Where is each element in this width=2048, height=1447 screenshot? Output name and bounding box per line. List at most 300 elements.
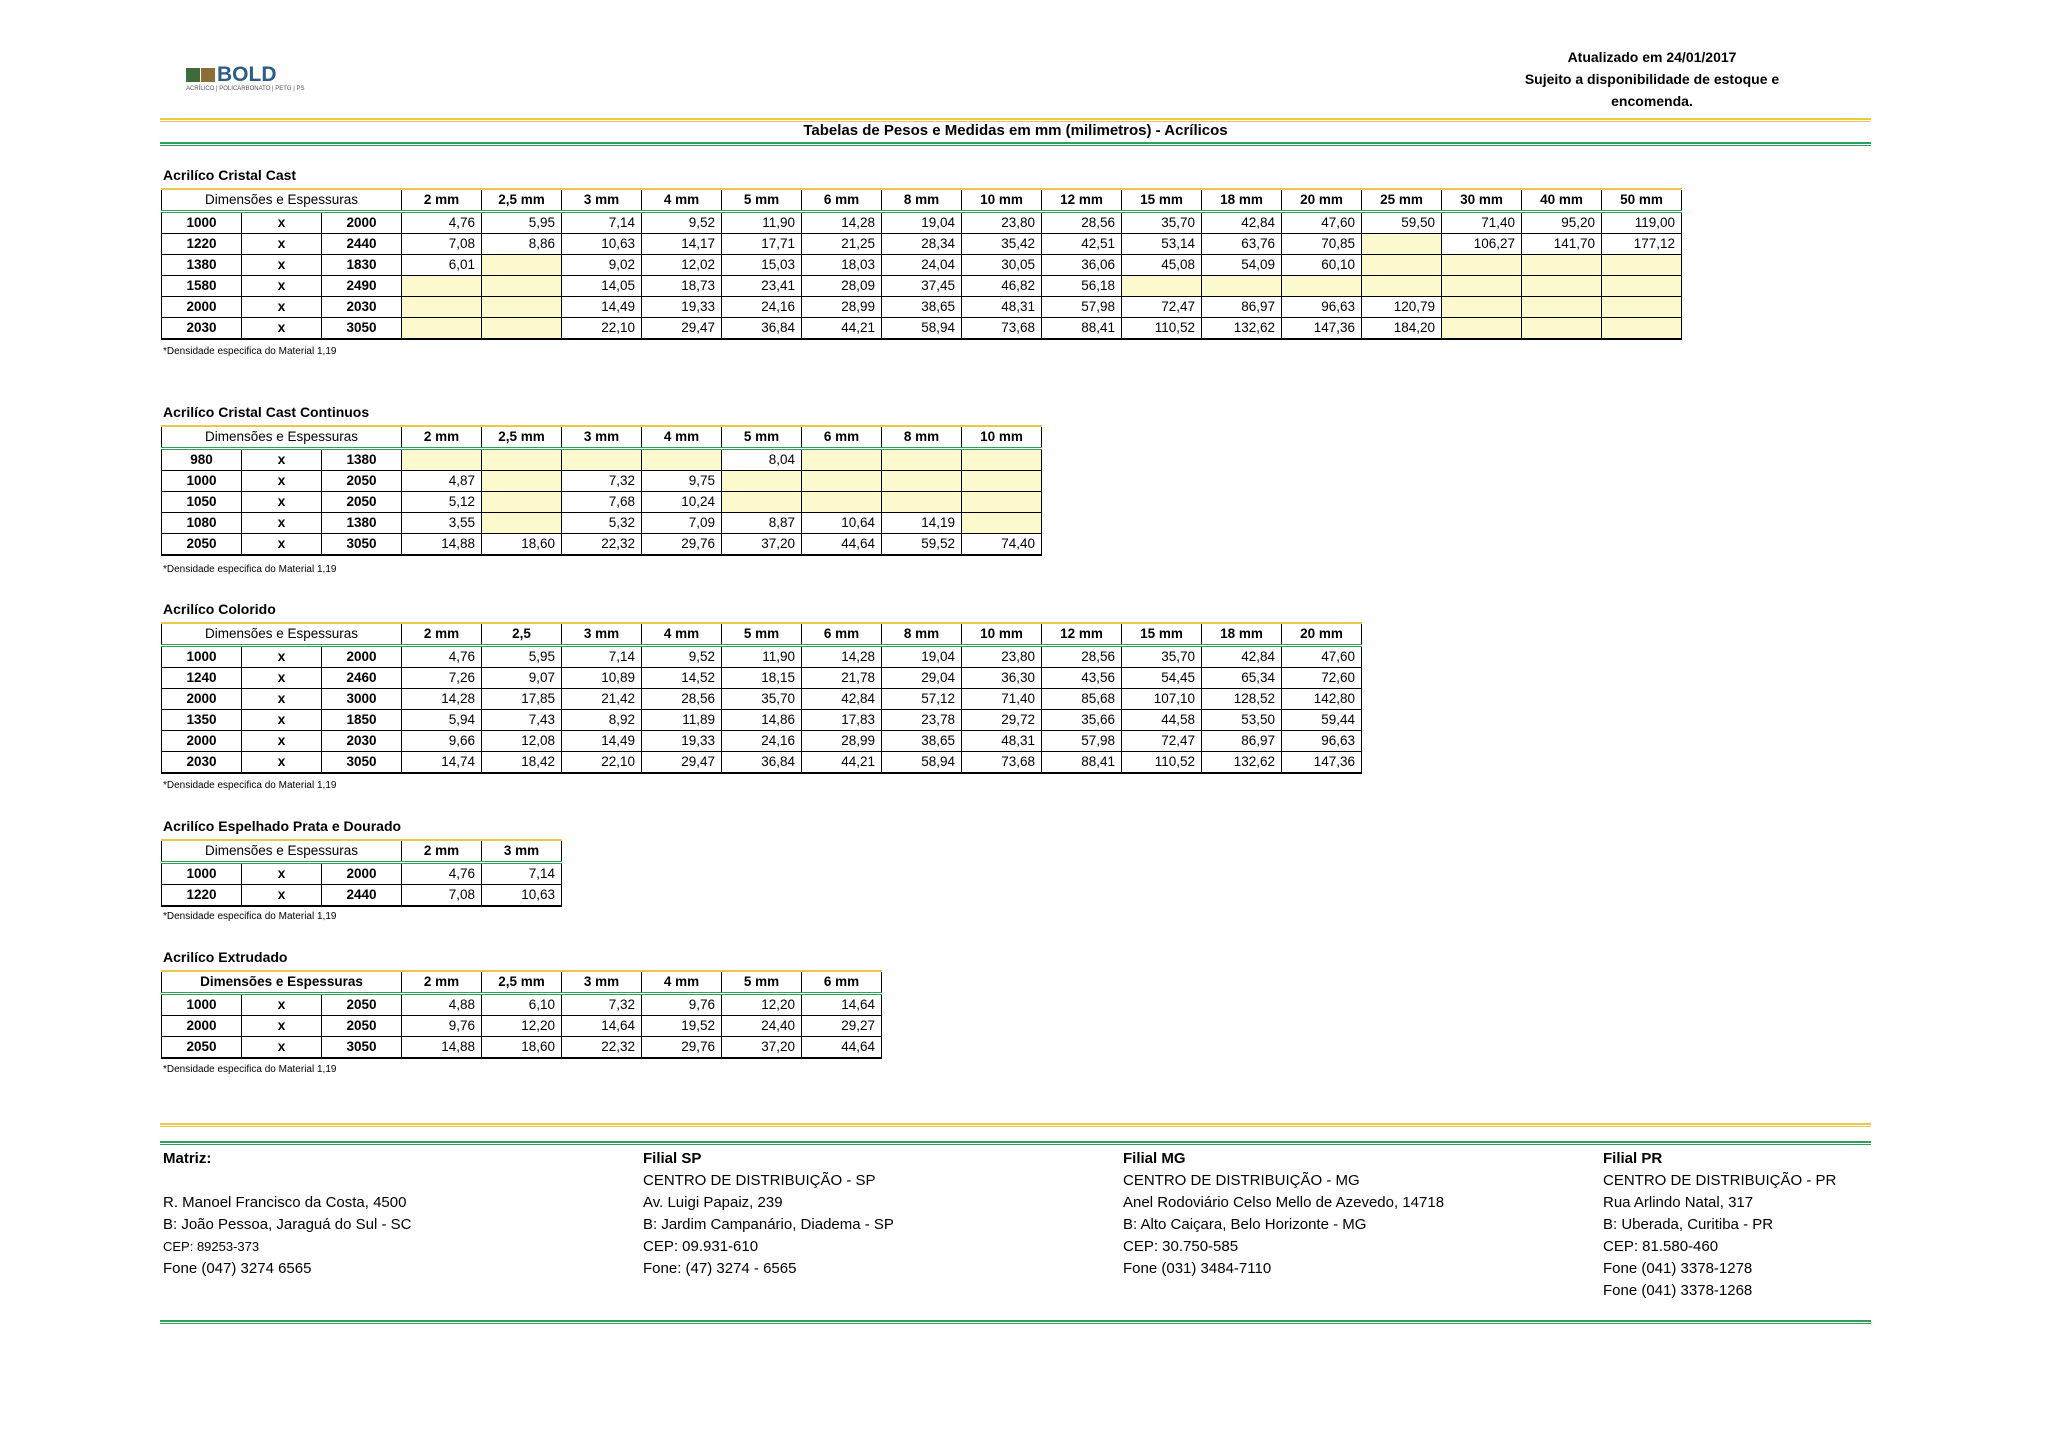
empty-weight-cell — [882, 449, 962, 471]
weight-cell: 72,47 — [1122, 297, 1202, 318]
thickness-header: 50 mm — [1602, 189, 1682, 212]
empty-weight-cell — [642, 449, 722, 471]
weight-cell: 22,10 — [562, 318, 642, 340]
weight-cell: 15,03 — [722, 255, 802, 276]
times-cell: x — [242, 668, 322, 689]
thickness-header: 15 mm — [1122, 189, 1202, 212]
weight-cell: 28,56 — [1042, 212, 1122, 234]
table-row — [162, 276, 1682, 297]
table-row — [162, 1037, 882, 1059]
times-cell: x — [242, 710, 322, 731]
length-cell: 3000 — [322, 689, 402, 710]
weight-cell: 72,60 — [1282, 668, 1362, 689]
weight-cell: 53,14 — [1122, 234, 1202, 255]
table-row — [162, 212, 1682, 234]
width-cell: 1050 — [162, 492, 242, 513]
empty-weight-cell — [1602, 276, 1682, 297]
footer-sp-line3: B: Jardim Campanário, Diadema - SP — [643, 1216, 894, 1233]
weight-cell: 57,12 — [882, 689, 962, 710]
footer-sp-line4: CEP: 09.931-610 — [643, 1238, 759, 1255]
weight-cell: 35,42 — [962, 234, 1042, 255]
table-row — [162, 297, 1682, 318]
weight-cell: 5,95 — [482, 212, 562, 234]
thickness-header: 10 mm — [962, 623, 1042, 646]
weight-cell: 53,50 — [1202, 710, 1282, 731]
footer-matriz — [163, 1148, 411, 1280]
empty-weight-cell — [962, 492, 1042, 513]
length-cell: 2000 — [322, 863, 402, 885]
weight-cell: 14,28 — [802, 212, 882, 234]
availability-line-2: encomenda. — [1611, 93, 1693, 109]
footer-mg-line5: Fone (031) 3484-7110 — [1123, 1260, 1272, 1277]
width-cell: 1350 — [162, 710, 242, 731]
weight-cell: 56,18 — [1042, 276, 1122, 297]
footer-matriz-line2: R. Manoel Francisco da Costa, 4500 — [163, 1194, 407, 1211]
weight-cell: 7,14 — [562, 212, 642, 234]
weight-cell: 10,89 — [562, 668, 642, 689]
weight-cell: 17,83 — [802, 710, 882, 731]
table-row — [162, 513, 1042, 534]
empty-weight-cell — [482, 276, 562, 297]
empty-weight-cell — [1202, 276, 1282, 297]
thickness-header: 2,5 — [482, 623, 562, 646]
weight-cell: 42,51 — [1042, 234, 1122, 255]
weight-cell: 58,94 — [882, 318, 962, 340]
weight-cell: 44,64 — [802, 534, 882, 556]
empty-weight-cell — [402, 276, 482, 297]
empty-weight-cell — [802, 449, 882, 471]
weight-cell: 38,65 — [882, 731, 962, 752]
weight-cell: 29,47 — [642, 752, 722, 774]
thickness-header: 2 mm — [402, 840, 482, 863]
length-cell: 3050 — [322, 534, 402, 556]
thickness-header: 40 mm — [1522, 189, 1602, 212]
weight-cell: 23,41 — [722, 276, 802, 297]
thickness-header: 2 mm — [402, 971, 482, 994]
thickness-header: 5 mm — [722, 623, 802, 646]
weight-cell: 12,20 — [482, 1016, 562, 1037]
weight-cell: 11,89 — [642, 710, 722, 731]
thickness-header: 10 mm — [962, 189, 1042, 212]
table-extrudado — [161, 970, 882, 1059]
times-cell: x — [242, 752, 322, 774]
footer-filial-pr — [1603, 1148, 1836, 1302]
times-cell: x — [242, 255, 322, 276]
thickness-header: 4 mm — [642, 971, 722, 994]
weight-cell: 17,71 — [722, 234, 802, 255]
weight-cell: 18,60 — [482, 534, 562, 556]
weight-cell: 35,70 — [722, 689, 802, 710]
density-note: *Densidade especifica do Material 1,19 — [163, 564, 337, 575]
dimension-header: Dimensões e Espessuras — [162, 426, 402, 449]
weight-cell: 71,40 — [962, 689, 1042, 710]
thickness-header: 6 mm — [802, 189, 882, 212]
empty-weight-cell — [1602, 255, 1682, 276]
weight-cell: 23,80 — [962, 646, 1042, 668]
weight-cell: 36,06 — [1042, 255, 1122, 276]
times-cell: x — [242, 492, 322, 513]
table-cristal-cast — [161, 188, 1682, 340]
footer-mg-line1: CENTRO DE DISTRIBUIÇÃO - MG — [1123, 1172, 1360, 1189]
width-cell: 1240 — [162, 668, 242, 689]
weight-cell: 36,30 — [962, 668, 1042, 689]
table-row — [162, 731, 1362, 752]
weight-cell: 12,20 — [722, 994, 802, 1016]
weight-cell: 42,84 — [802, 689, 882, 710]
weight-cell: 48,31 — [962, 731, 1042, 752]
density-note: *Densidade especifica do Material 1,19 — [163, 1064, 337, 1075]
footer-matriz-line1 — [163, 1170, 411, 1192]
table-row — [162, 449, 1042, 471]
footer-filial-mg — [1123, 1148, 1444, 1280]
weight-cell: 24,16 — [722, 731, 802, 752]
weight-cell: 36,84 — [722, 752, 802, 774]
empty-weight-cell — [1362, 234, 1442, 255]
weight-cell: 14,88 — [402, 1037, 482, 1059]
update-note — [1492, 46, 1812, 112]
thickness-header: 2,5 mm — [482, 189, 562, 212]
weight-cell: 18,15 — [722, 668, 802, 689]
weight-cell: 45,08 — [1122, 255, 1202, 276]
weight-cell: 71,40 — [1442, 212, 1522, 234]
thickness-header: 10 mm — [962, 426, 1042, 449]
weight-cell: 70,85 — [1282, 234, 1362, 255]
weight-cell: 128,52 — [1202, 689, 1282, 710]
weight-cell: 119,00 — [1602, 212, 1682, 234]
length-cell: 3050 — [322, 1037, 402, 1059]
weight-cell: 58,94 — [882, 752, 962, 774]
weight-cell: 14,74 — [402, 752, 482, 774]
weight-cell: 21,42 — [562, 689, 642, 710]
thickness-header: 2 mm — [402, 623, 482, 646]
section-title-cristal-cast: Acrilíco Cristal Cast — [163, 167, 297, 183]
weight-cell: 107,10 — [1122, 689, 1202, 710]
weight-cell: 4,87 — [402, 471, 482, 492]
width-cell: 1000 — [162, 471, 242, 492]
thickness-header: 25 mm — [1362, 189, 1442, 212]
weight-cell: 21,25 — [802, 234, 882, 255]
thickness-header: 12 mm — [1042, 623, 1122, 646]
dimension-header: Dimensões e Espessuras — [162, 623, 402, 646]
table-row — [162, 710, 1362, 731]
length-cell: 2460 — [322, 668, 402, 689]
weight-cell: 14,64 — [562, 1016, 642, 1037]
footer-mg-line4: CEP: 30.750-585 — [1123, 1238, 1239, 1255]
empty-weight-cell — [482, 513, 562, 534]
weight-cell: 86,97 — [1202, 731, 1282, 752]
thickness-header: 5 mm — [722, 971, 802, 994]
section-title-espelhado: Acrilíco Espelhado Prata e Dourado — [163, 818, 402, 834]
weight-cell: 110,52 — [1122, 318, 1202, 340]
table-row — [162, 471, 1042, 492]
weight-cell: 21,78 — [802, 668, 882, 689]
weight-cell: 4,76 — [402, 646, 482, 668]
dimension-header: Dimensões e Espessuras — [162, 840, 402, 863]
empty-weight-cell — [482, 318, 562, 340]
weight-cell: 59,52 — [882, 534, 962, 556]
weight-cell: 63,76 — [1202, 234, 1282, 255]
empty-weight-cell — [1362, 276, 1442, 297]
weight-cell: 24,40 — [722, 1016, 802, 1037]
empty-weight-cell — [882, 492, 962, 513]
empty-weight-cell — [722, 492, 802, 513]
weight-cell: 35,66 — [1042, 710, 1122, 731]
table-row — [162, 318, 1682, 340]
width-cell: 2050 — [162, 534, 242, 556]
weight-cell: 9,07 — [482, 668, 562, 689]
thickness-header: 8 mm — [882, 623, 962, 646]
thickness-header: 3 mm — [562, 971, 642, 994]
weight-cell: 28,99 — [802, 297, 882, 318]
weight-cell: 14,28 — [402, 689, 482, 710]
weight-cell: 9,76 — [402, 1016, 482, 1037]
footer-filial-sp — [643, 1148, 894, 1280]
weight-cell: 9,66 — [402, 731, 482, 752]
empty-weight-cell — [1522, 255, 1602, 276]
table-colorido — [161, 622, 1362, 774]
weight-cell: 54,09 — [1202, 255, 1282, 276]
weight-cell: 28,09 — [802, 276, 882, 297]
length-cell: 1850 — [322, 710, 402, 731]
footer-mg-line2: Anel Rodoviário Celso Mello de Azevedo, 14718 — [1123, 1194, 1445, 1211]
weight-cell: 29,27 — [802, 1016, 882, 1037]
empty-weight-cell — [402, 297, 482, 318]
weight-cell: 110,52 — [1122, 752, 1202, 774]
width-cell: 1000 — [162, 994, 242, 1016]
weight-cell: 7,08 — [402, 885, 482, 907]
weight-cell: 14,28 — [802, 646, 882, 668]
weight-cell: 46,82 — [962, 276, 1042, 297]
thickness-header: 18 mm — [1202, 623, 1282, 646]
thickness-header: 6 mm — [802, 971, 882, 994]
weight-cell: 22,10 — [562, 752, 642, 774]
weight-cell: 59,44 — [1282, 710, 1362, 731]
thickness-header: 6 mm — [802, 426, 882, 449]
weight-cell: 177,12 — [1602, 234, 1682, 255]
weight-cell: 37,20 — [722, 1037, 802, 1059]
thickness-header: 12 mm — [1042, 189, 1122, 212]
width-cell: 1220 — [162, 885, 242, 907]
bold-logo — [186, 63, 305, 100]
thickness-header: 5 mm — [722, 426, 802, 449]
footer-sp-line5: Fone: (47) 3274 - 6565 — [643, 1260, 797, 1277]
empty-weight-cell — [1442, 255, 1522, 276]
empty-weight-cell — [482, 492, 562, 513]
logo-brown-square — [201, 68, 215, 82]
weight-cell: 14,05 — [562, 276, 642, 297]
thickness-header: 4 mm — [642, 623, 722, 646]
thickness-header: 5 mm — [722, 189, 802, 212]
weight-cell: 18,03 — [802, 255, 882, 276]
times-cell: x — [242, 689, 322, 710]
weight-cell: 8,86 — [482, 234, 562, 255]
length-cell: 2050 — [322, 1016, 402, 1037]
thickness-header: 20 mm — [1282, 623, 1362, 646]
empty-weight-cell — [482, 449, 562, 471]
weight-cell: 9,75 — [642, 471, 722, 492]
times-cell: x — [242, 513, 322, 534]
weight-cell: 147,36 — [1282, 318, 1362, 340]
weight-cell: 24,04 — [882, 255, 962, 276]
length-cell: 2000 — [322, 646, 402, 668]
weight-cell: 8,87 — [722, 513, 802, 534]
width-cell: 1380 — [162, 255, 242, 276]
length-cell: 1380 — [322, 513, 402, 534]
empty-weight-cell — [882, 471, 962, 492]
times-cell: x — [242, 318, 322, 340]
times-cell: x — [242, 863, 322, 885]
times-cell: x — [242, 276, 322, 297]
weight-cell: 73,68 — [962, 318, 1042, 340]
table-row — [162, 689, 1362, 710]
weight-cell: 30,05 — [962, 255, 1042, 276]
width-cell: 1000 — [162, 863, 242, 885]
weight-cell: 19,52 — [642, 1016, 722, 1037]
weight-cell: 73,68 — [962, 752, 1042, 774]
empty-weight-cell — [1442, 297, 1522, 318]
length-cell: 2050 — [322, 471, 402, 492]
thickness-header: 8 mm — [882, 189, 962, 212]
empty-weight-cell — [402, 318, 482, 340]
width-cell: 1000 — [162, 212, 242, 234]
weight-cell: 5,95 — [482, 646, 562, 668]
width-cell: 1000 — [162, 646, 242, 668]
weight-cell: 29,04 — [882, 668, 962, 689]
length-cell: 2030 — [322, 731, 402, 752]
weight-cell: 86,97 — [1202, 297, 1282, 318]
weight-cell: 14,17 — [642, 234, 722, 255]
empty-weight-cell — [1602, 297, 1682, 318]
weight-cell: 23,78 — [882, 710, 962, 731]
weight-cell: 37,20 — [722, 534, 802, 556]
weight-cell: 10,63 — [562, 234, 642, 255]
width-cell: 980 — [162, 449, 242, 471]
weight-cell: 65,34 — [1202, 668, 1282, 689]
empty-weight-cell — [962, 513, 1042, 534]
weight-cell: 9,76 — [642, 994, 722, 1016]
table-row — [162, 668, 1362, 689]
weight-cell: 44,64 — [802, 1037, 882, 1059]
times-cell: x — [242, 234, 322, 255]
weight-cell: 72,47 — [1122, 731, 1202, 752]
empty-weight-cell — [962, 449, 1042, 471]
weight-cell: 54,45 — [1122, 668, 1202, 689]
weight-cell: 74,40 — [962, 534, 1042, 556]
weight-cell: 28,56 — [1042, 646, 1122, 668]
footer-pr-line1: CENTRO DE DISTRIBUIÇÃO - PR — [1603, 1172, 1837, 1189]
empty-weight-cell — [1602, 318, 1682, 340]
weight-cell: 14,49 — [562, 297, 642, 318]
table-row — [162, 863, 562, 885]
times-cell: x — [242, 534, 322, 556]
times-cell: x — [242, 994, 322, 1016]
footer-matriz-title: Matriz: — [163, 1150, 212, 1167]
empty-weight-cell — [1522, 318, 1602, 340]
length-cell: 3050 — [322, 318, 402, 340]
weight-cell: 7,32 — [562, 994, 642, 1016]
footer-pr-line2: Rua Arlindo Natal, 317 — [1603, 1194, 1754, 1211]
length-cell: 1380 — [322, 449, 402, 471]
empty-weight-cell — [1442, 276, 1522, 297]
weight-cell: 7,32 — [562, 471, 642, 492]
empty-weight-cell — [1122, 276, 1202, 297]
footer-pr-line6: Fone (041) 3378-1268 — [1603, 1282, 1753, 1299]
length-cell: 2440 — [322, 885, 402, 907]
weight-cell: 11,90 — [722, 646, 802, 668]
thickness-header: 4 mm — [642, 189, 722, 212]
dimension-header: Dimensões e Espessuras — [162, 971, 402, 994]
weight-cell: 18,73 — [642, 276, 722, 297]
weight-cell: 22,32 — [562, 1037, 642, 1059]
weight-cell: 42,84 — [1202, 646, 1282, 668]
length-cell: 1830 — [322, 255, 402, 276]
thickness-header: 2,5 mm — [482, 426, 562, 449]
weight-cell: 14,19 — [882, 513, 962, 534]
empty-weight-cell — [482, 255, 562, 276]
empty-weight-cell — [802, 471, 882, 492]
footer-pr-line5: Fone (041) 3378-1278 — [1603, 1260, 1753, 1277]
table-row — [162, 1016, 882, 1037]
times-cell: x — [242, 297, 322, 318]
weight-cell: 9,52 — [642, 212, 722, 234]
weight-cell: 132,62 — [1202, 752, 1282, 774]
weight-cell: 7,08 — [402, 234, 482, 255]
times-cell: x — [242, 646, 322, 668]
logo-green-square — [186, 68, 200, 82]
weight-cell: 5,32 — [562, 513, 642, 534]
footer-rule-yellow — [160, 1123, 1871, 1135]
weight-cell: 88,41 — [1042, 318, 1122, 340]
weight-cell: 42,84 — [1202, 212, 1282, 234]
weight-cell: 17,85 — [482, 689, 562, 710]
footer-pr-line3: B: Uberada, Curitiba - PR — [1603, 1216, 1774, 1233]
logo-tagline: ACRÍLICO | POLICARBONATO | PETG | PS — [186, 86, 305, 92]
empty-weight-cell — [722, 471, 802, 492]
weight-cell: 59,50 — [1362, 212, 1442, 234]
empty-weight-cell — [1522, 276, 1602, 297]
density-note: *Densidade especifica do Material 1,19 — [163, 780, 337, 791]
weight-cell: 147,36 — [1282, 752, 1362, 774]
width-cell: 2000 — [162, 731, 242, 752]
weight-cell: 28,34 — [882, 234, 962, 255]
thickness-header: 2 mm — [402, 189, 482, 212]
table-cristal-cast-continuos — [161, 425, 1042, 556]
weight-cell: 29,76 — [642, 534, 722, 556]
weight-cell: 44,21 — [802, 318, 882, 340]
times-cell: x — [242, 885, 322, 907]
empty-weight-cell — [482, 471, 562, 492]
length-cell: 2490 — [322, 276, 402, 297]
table-espelhado — [161, 839, 562, 907]
weight-cell: 29,72 — [962, 710, 1042, 731]
weight-cell: 43,56 — [1042, 668, 1122, 689]
weight-cell: 9,52 — [642, 646, 722, 668]
length-cell: 3050 — [322, 752, 402, 774]
width-cell: 2000 — [162, 689, 242, 710]
weight-cell: 35,70 — [1122, 212, 1202, 234]
weight-cell: 7,43 — [482, 710, 562, 731]
thickness-header: 4 mm — [642, 426, 722, 449]
weight-cell: 22,32 — [562, 534, 642, 556]
weight-cell: 8,92 — [562, 710, 642, 731]
thickness-header: 6 mm — [802, 623, 882, 646]
weight-cell: 47,60 — [1282, 646, 1362, 668]
width-cell: 1220 — [162, 234, 242, 255]
footer-matriz-line3: B: João Pessoa, Jaraguá do Sul - SC — [163, 1216, 412, 1233]
weight-cell: 4,88 — [402, 994, 482, 1016]
empty-weight-cell — [1282, 276, 1362, 297]
empty-weight-cell — [802, 492, 882, 513]
